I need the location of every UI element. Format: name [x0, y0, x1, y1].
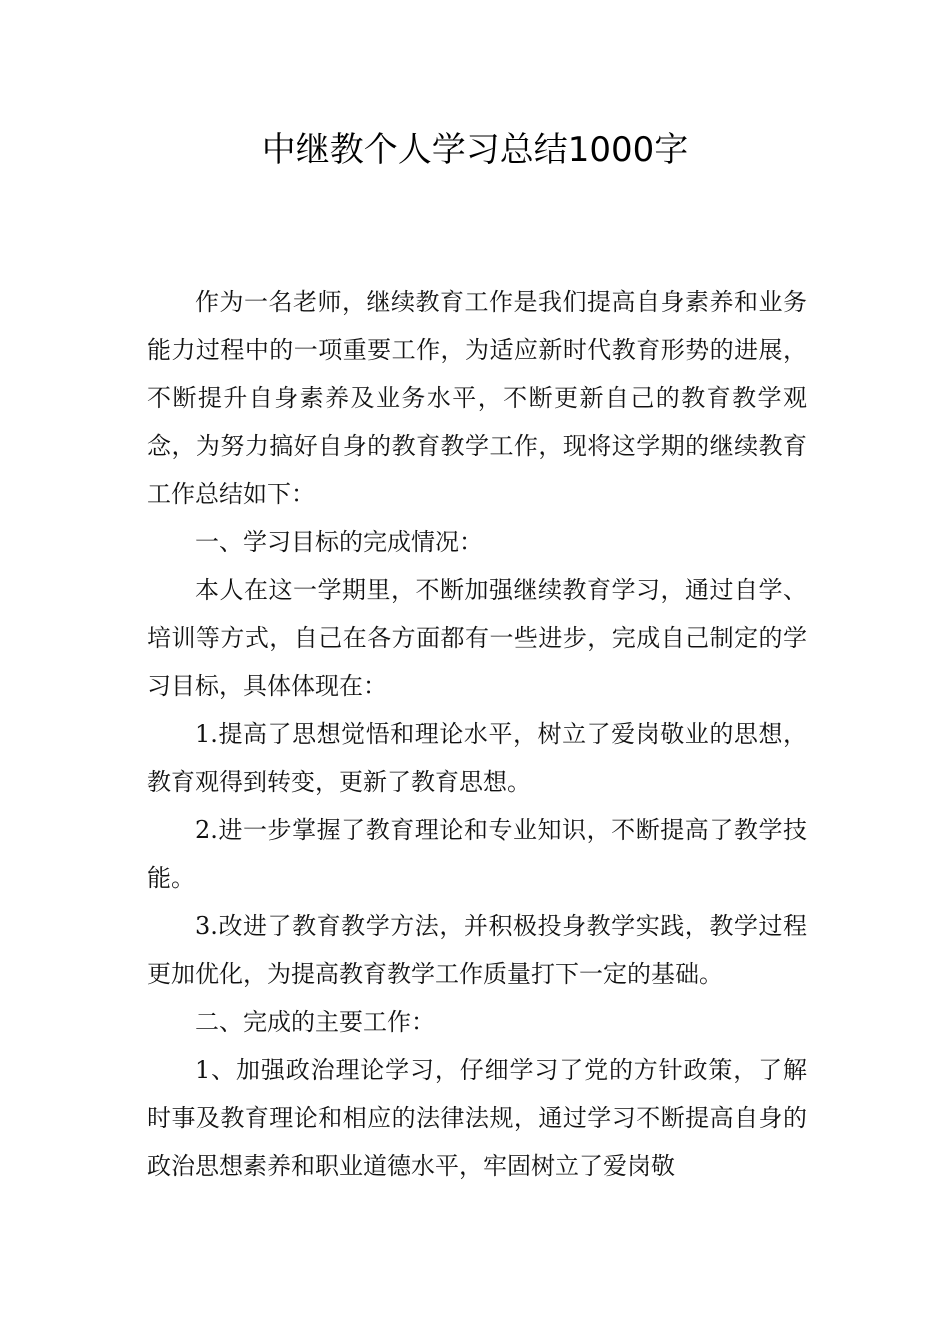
document-body: [147, 278, 807, 1190]
list-item-work-1: 1、加强政治理论学习，仔细学习了党的方针政策，了解时事及教育理论和相应的法律法规，通过学习不断提高自身的政治思想素养和职业道德水平，牢固树立了爱岗敬: [147, 1056, 807, 1180]
paragraph-intro: 作为一名老师，继续教育工作是我们提高自身素养和业务能力过程中的一项重要工作，为适应新时代教育形势的进展，不断提升自身素养及业务水平，不断更新自己的教育教学观念，为努力搞好自身的教育教学工作，现将这学期的继续教育工作总结如下：: [147, 288, 807, 508]
list-item-goal-2: 2.进一步掌握了教育理论和专业知识，不断提高了教学技能。: [147, 816, 807, 892]
list-item-goal-1: 1.提高了思想觉悟和理论水平，树立了爱岗敬业的思想，教育观得到转变，更新了教育思想。: [147, 720, 807, 796]
list-item-goal-3: 3.改进了教育教学方法，并积极投身教学实践，教学过程更加优化，为提高教育教学工作质量打下一定的基础。: [147, 912, 807, 988]
section-heading-goals: 一、学习目标的完成情况：: [195, 528, 483, 556]
section-heading-work: 二、完成的主要工作：: [195, 1008, 435, 1036]
document-title: 中继教个人学习总结1000字: [261, 130, 689, 170]
paragraph-goals: 本人在这一学期里，不断加强继续教育学习，通过自学、培训等方式，自己在各方面都有一些进步，完成自己制定的学习目标，具体体现在：: [147, 576, 807, 700]
